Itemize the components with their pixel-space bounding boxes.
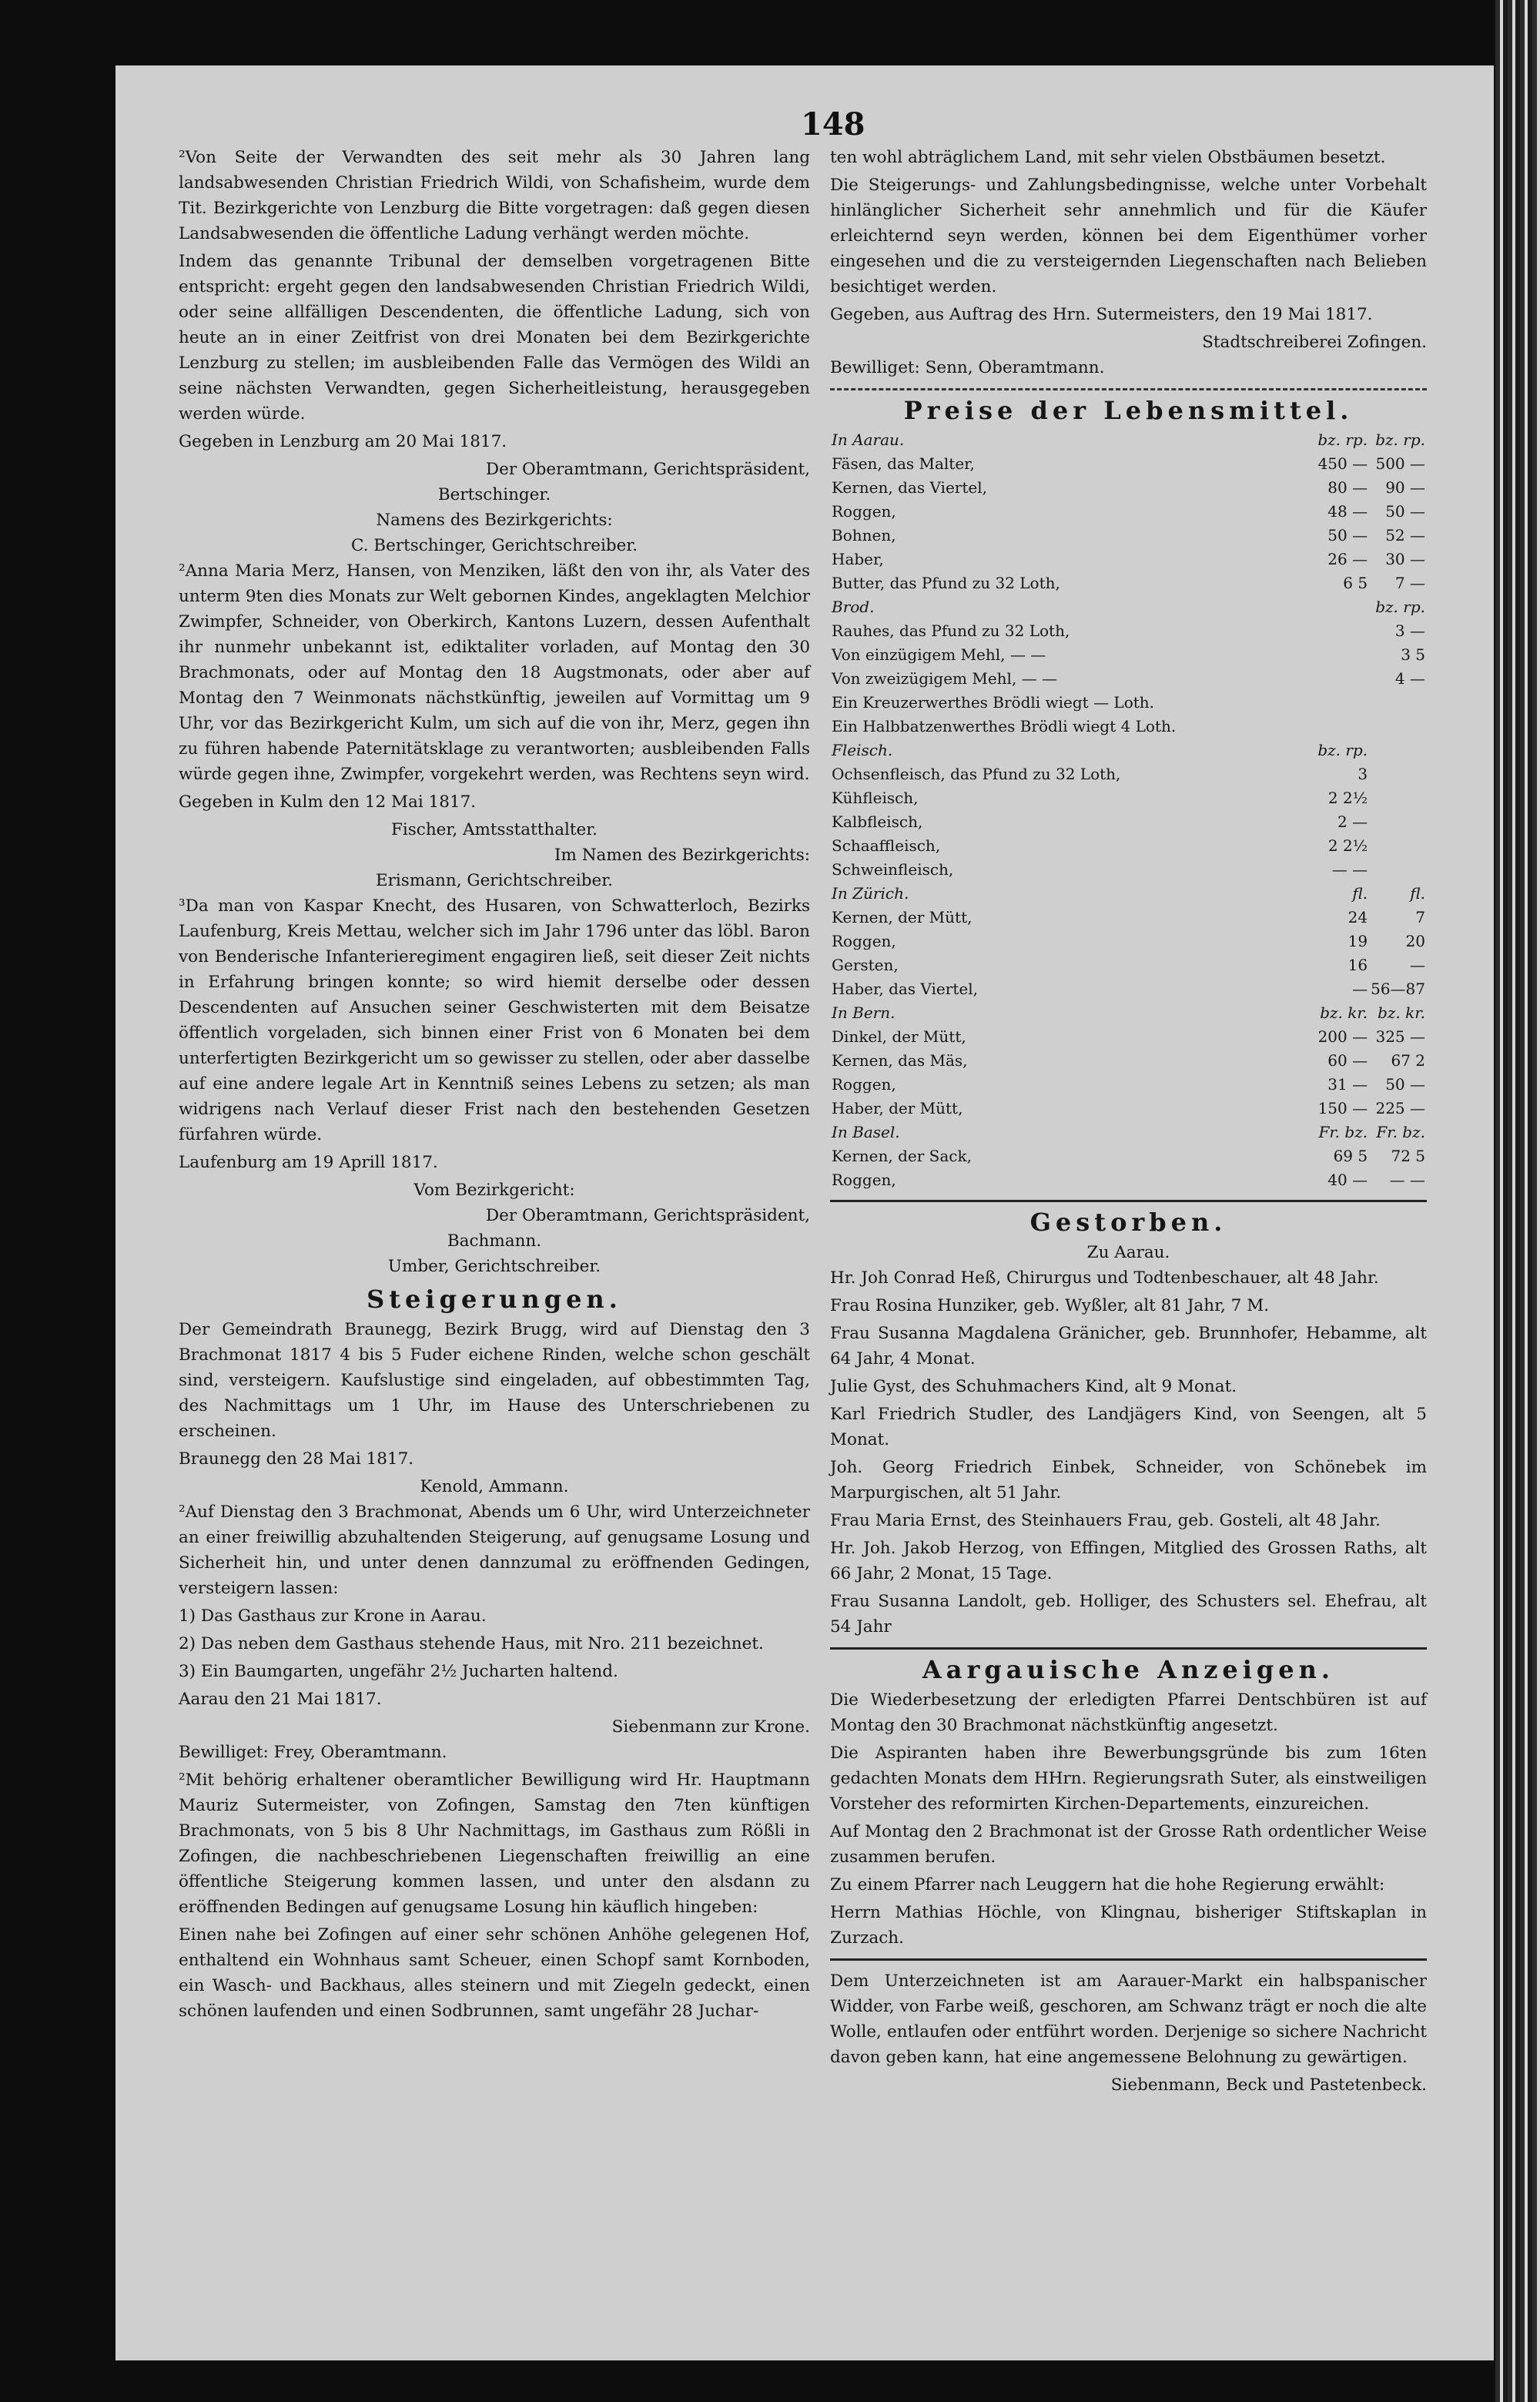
price-value: bz. rp. bbox=[1317, 741, 1368, 759]
price-item: Kühfleisch, bbox=[832, 789, 919, 807]
price-value: 69 5 bbox=[1333, 1147, 1368, 1165]
price-value bbox=[1369, 739, 1427, 762]
section-heading-steigerungen: Steigerungen. bbox=[367, 1285, 622, 1314]
price-value: 3 — bbox=[1394, 621, 1425, 640]
price-item: Von einzügigem Mehl, — — bbox=[832, 645, 1046, 664]
price-value: fl. bbox=[1352, 884, 1368, 903]
right-column bbox=[830, 145, 1427, 2098]
signature: C. Bertschinger, Gerichtschreiber. bbox=[350, 536, 638, 555]
price-item: Ein Halbbatzenwerthes Brödli wiegt 4 Loth. bbox=[832, 717, 1177, 735]
notice-braunegg: Der Gemeindrath Braunegg, Bezirk Brugg, wird auf Dienstag den 3 Brachmonat 1817 4 bis 5 Fuder eichene Rinden, welche schon geschält sind, versteigern. Kaufslustige sind eingeladen, auf obbestimmten Tag, des Nachmittags um 1 Uhr, im Hause des Unterschriebenen zu erscheinen. bbox=[179, 1320, 810, 1441]
announcement: Auf Montag den 2 Brachmonat ist der Grosse Rath ordentlicher Weise zusammen berufen. bbox=[830, 1822, 1427, 1867]
price-value: bz. rp. bbox=[1317, 430, 1368, 449]
price-value: 3 bbox=[1358, 765, 1368, 783]
price-value: 225 — bbox=[1375, 1099, 1425, 1117]
price-value: 80 — bbox=[1327, 478, 1368, 497]
price-value: 50 — bbox=[1385, 502, 1425, 521]
price-value: 450 — bbox=[1317, 454, 1368, 473]
price-item: Butter, das Pfund zu 32 Loth, bbox=[832, 574, 1060, 592]
price-row bbox=[830, 691, 1427, 715]
price-row bbox=[830, 524, 1427, 548]
price-row bbox=[830, 858, 1427, 882]
price-row bbox=[830, 1097, 1427, 1121]
price-value: — bbox=[1410, 956, 1425, 974]
signature: Stadtschreiberei Zofingen. bbox=[1202, 333, 1427, 352]
price-item: Ochsenfleisch, das Pfund zu 32 Loth, bbox=[832, 765, 1121, 783]
price-row bbox=[830, 643, 1427, 667]
price-item: Dinkel, der Mütt, bbox=[832, 1027, 966, 1046]
divider bbox=[830, 1958, 1427, 1961]
price-value: 19 bbox=[1348, 932, 1368, 950]
price-row bbox=[830, 1073, 1427, 1097]
price-row bbox=[830, 1168, 1427, 1192]
notice-continuation: ten wohl abträglichem Land, mit sehr vielen Obstbäumen besetzt. bbox=[830, 148, 1386, 167]
price-value: 7 bbox=[1415, 908, 1425, 926]
price-row bbox=[830, 548, 1427, 571]
signature: Bachmann. bbox=[447, 1231, 542, 1251]
price-item: In Aarau. bbox=[832, 430, 905, 449]
price-value: 2 2½ bbox=[1327, 836, 1368, 855]
price-item: Roggen, bbox=[832, 1075, 896, 1094]
notice-merz: ²Anna Maria Merz, Hansen, von Menziken, läßt den von ihr, als Vater des unterm 9ten dies Monats zur Welt gebornen Kindes, angeklagten Melchior Zwimpfer, Schneider, von Oberkirch, Kantons Luzern, dessen Aufenthalt ihr nunmehr unbekannt ist, ediktaliter vorladen, auf Montag den 30 Brachmonats, oder auf Montag den 18 Augstmonats, oder aber auf Montag den 7 Weinmonats nächstkünftig, jeweilen auf Vormittag um 9 Uhr, vor das Bezirkgericht Kulm, um sich auf die von ihr, Merz, gegen ihn zu führen habende Paternitätsklage zu verantworten; ausbleibenden Falls würde gegen ihne, Zwimpfer, vorgekehrt werden, was Rechtens seyn wird. bbox=[179, 561, 810, 784]
price-value: 20 bbox=[1405, 932, 1425, 950]
price-row bbox=[830, 500, 1427, 524]
notice-krone: ²Auf Dienstag den 3 Brachmonat, Abends um 6 Uhr, wird Unterzeichneter an einer freiwillig abzuhaltenden Steigerung, auf genugsame Losung und Sicherheit hin, und unter denen dannzumal zu eröffnenden Gedingen, versteigern lassen: bbox=[179, 1503, 810, 1598]
price-item: Fleisch. bbox=[832, 741, 893, 759]
notice-knecht: ³Da man von Kaspar Knecht, des Husaren, von Schwatterloch, Bezirks Laufenburg, Kreis Mettau, welcher sich im Jahr 1796 unter das löbl. Baron von Benderische Infanterieregiment engagiren ließ, seit dieser Zeit nichts in Erfahrung bringen konnte; so wird hiemit derselbe oder dessen Descendenten auf Ansuchen seiner Geschwisterten mit dem Beisatze öffentlich vorgeladen, sich binnen einer Frist von 6 Monaten bei dem unterfertigten Bezirkgericht um so gewisser zu stellen, oder aber dasselbe auf eine andere legale Art in Kenntniß seines Lebens zu setzen; als man widrigens nach Verlauf dieser Frist nach den bestehenden Gesetzen fürfahren würde. bbox=[179, 896, 810, 1144]
price-row bbox=[830, 476, 1427, 500]
section-heading-anzeigen: Aargauische Anzeigen. bbox=[922, 1655, 1335, 1684]
announcement: Die Aspiranten haben ihre Bewerbungsgründe bis zum 16ten gedachten Monats dem HHrn. Regierungsrath Suter, als einstweiligen Vorsteher des reformirten Kirchen-Departements, einzureichen. bbox=[830, 1744, 1427, 1814]
price-item: Schaaffleisch, bbox=[832, 836, 941, 855]
book-edge bbox=[1495, 0, 1540, 2402]
price-value bbox=[1369, 834, 1427, 858]
price-subheader-row bbox=[830, 595, 1427, 619]
date-line: Gegeben, aus Auftrag des Hrn. Sutermeisters, den 19 Mai 1817. bbox=[830, 305, 1373, 324]
death-entry: Frau Susanna Landolt, geb. Holliger, des Schusters sel. Ehefrau, alt 54 Jahr bbox=[830, 1592, 1427, 1637]
price-row bbox=[830, 953, 1427, 977]
price-value: 56—87 bbox=[1371, 980, 1425, 998]
price-value: bz. rp. bbox=[1375, 430, 1425, 449]
price-row bbox=[830, 715, 1427, 739]
price-row bbox=[830, 977, 1427, 1001]
announcement: Zu einem Pfarrer nach Leuggern hat die hohe Regierung erwählt: bbox=[830, 1875, 1385, 1894]
price-value: 2 2½ bbox=[1327, 789, 1368, 807]
price-value: 31 — bbox=[1327, 1075, 1368, 1094]
price-value bbox=[1316, 715, 1369, 739]
price-subheader-row bbox=[830, 428, 1427, 452]
signature: Siebenmann, Beck und Pastetenbeck. bbox=[1110, 2075, 1427, 2095]
notice-wildi: ²Von Seite der Verwandten des seit mehr als 30 Jahren lang landsabwesenden Christian Friedrich Wildi, von Schafisheim, wurde dem Tit. Bezirkgerichte von Lenzburg die Bitte vorgetragen: daß gegen diesen Landsabwesenden die öffentliche Ladung verhängt werden möchte. bbox=[179, 148, 810, 243]
price-value: 24 bbox=[1348, 908, 1368, 926]
price-item: In Bern. bbox=[832, 1003, 896, 1022]
price-value bbox=[1369, 858, 1427, 882]
price-row bbox=[830, 930, 1427, 953]
price-item: Schweinfleisch, bbox=[832, 860, 954, 879]
death-entry: Frau Rosina Hunziker, geb. Wyßler, alt 81 Jahr, 7 M. bbox=[830, 1296, 1270, 1315]
price-item: Haber, das Viertel, bbox=[832, 980, 978, 998]
price-value: 50 — bbox=[1327, 526, 1368, 544]
announcement: Herrn Mathias Höchle, von Klingnau, bisheriger Stiftskaplan in Zurzach. bbox=[830, 1903, 1427, 1948]
price-value: bz. rp. bbox=[1375, 598, 1425, 616]
date-line: Gegeben in Lenzburg am 20 Mai 1817. bbox=[179, 432, 507, 451]
announcement: Die Wiederbesetzung der erledigten Pfarrei Dentschbüren ist auf Montag den 30 Brachmonat nächstkünftig angesetzt. bbox=[830, 1690, 1427, 1735]
death-entry: Karl Friedrich Studler, des Landjägers Kind, von Seengen, alt 5 Monat. bbox=[830, 1405, 1427, 1449]
price-value bbox=[1369, 762, 1427, 786]
price-row bbox=[830, 834, 1427, 858]
price-row bbox=[830, 452, 1427, 476]
price-value: 30 — bbox=[1385, 550, 1425, 568]
notice-wildi-body: Indem das genannte Tribunal der demselben vorgetragenen Bitte entspricht: ergeht gegen den landsabwesenden Christian Friedrich Wildi, oder seine allfälligen Descendenten, die öffentliche Ladung, sich von heute an in einer Zeitfrist von drei Monaten bei dem Bezirkgerichte Lenzburg zu stellen; im ausbleibenden Falle das Vermögen des Wildi an seine nächsten Verwandten, gegen Sicherheitleistung, herausgegeben werden würde. bbox=[179, 252, 810, 424]
notice-hof: Einen nahe bei Zofingen auf einer sehr schönen Anhöhe gelegenen Hof, enthaltend ein Wohnhaus samt Scheuer, einen Schopf samt Kornboden, ein Wasch- und Backhaus, alles steinern und mit Ziegeln gedeckt, einen schönen laufenden und einen Sodbrunnen, samt ungefähr 28 Juchar- bbox=[179, 1925, 810, 2021]
price-value: 7 — bbox=[1394, 574, 1425, 592]
signature: Im Namen des Bezirkgerichts: bbox=[554, 846, 810, 865]
price-row bbox=[830, 906, 1427, 930]
price-value: 67 2 bbox=[1391, 1051, 1425, 1070]
price-item: In Zürich. bbox=[832, 884, 909, 903]
price-value: 60 — bbox=[1327, 1051, 1368, 1070]
price-item: Roggen, bbox=[832, 1171, 896, 1189]
price-row bbox=[830, 810, 1427, 834]
date-line: Aarau den 21 Mai 1817. bbox=[179, 1690, 382, 1709]
death-entry: Julie Gyst, des Schuhmachers Kind, alt 9 Monat. bbox=[830, 1377, 1237, 1396]
price-value bbox=[1369, 786, 1427, 810]
date-line: Laufenburg am 19 Aprill 1817. bbox=[179, 1153, 438, 1172]
price-item: Kernen, das Viertel, bbox=[832, 478, 987, 497]
signature: Der Oberamtmann, Gerichtspräsident, bbox=[485, 460, 810, 479]
price-item: Haber, der Mütt, bbox=[832, 1099, 963, 1117]
list-item: 1) Das Gasthaus zur Krone in Aarau. bbox=[179, 1606, 487, 1626]
price-value bbox=[1316, 691, 1369, 715]
price-value bbox=[1316, 667, 1369, 691]
price-subheader-row bbox=[830, 1001, 1427, 1025]
section-heading-gestorben: Gestorben. bbox=[1029, 1208, 1227, 1237]
price-value: 48 — bbox=[1327, 502, 1368, 521]
price-item: Roggen, bbox=[832, 932, 896, 950]
list-item: 3) Ein Baumgarten, ungefähr 2½ Jucharten haltend. bbox=[179, 1662, 618, 1681]
death-entry: Hr. Joh. Jakob Herzog, von Effingen, Mitglied des Grossen Raths, alt 66 Jahr, 2 Monat, 15 Tage. bbox=[830, 1539, 1427, 1583]
divider bbox=[830, 1647, 1427, 1650]
section-heading-preise: Preise der Lebensmittel. bbox=[903, 396, 1354, 425]
price-value: 6 5 bbox=[1343, 574, 1368, 592]
price-value: 4 — bbox=[1394, 669, 1425, 688]
price-value: 2 — bbox=[1337, 812, 1368, 831]
price-value bbox=[1316, 643, 1369, 667]
price-item: Bohnen, bbox=[832, 526, 896, 544]
price-item: Kernen, der Sack, bbox=[832, 1147, 972, 1165]
price-item: Rauhes, das Pfund zu 32 Loth, bbox=[832, 621, 1070, 640]
signature: Bertschinger. bbox=[437, 485, 551, 504]
approval-line: Bewilliget: Frey, Oberamtmann. bbox=[179, 1743, 447, 1762]
signature: Vom Bezirkgericht: bbox=[413, 1181, 575, 1200]
price-value: 3 5 bbox=[1401, 645, 1425, 664]
list-item: 2) Das neben dem Gasthaus stehende Haus, mit Nro. 211 bezeichnet. bbox=[179, 1634, 764, 1653]
price-value bbox=[1316, 619, 1369, 643]
price-row bbox=[830, 1049, 1427, 1073]
death-entry: Joh. Georg Friedrich Einbek, Schneider, von Schönebek im Marpurgischen, alt 51 Jahr. bbox=[830, 1458, 1427, 1503]
price-item: Fäsen, das Malter, bbox=[832, 454, 975, 473]
price-value: Fr. bz. bbox=[1318, 1123, 1368, 1141]
price-value bbox=[1369, 715, 1427, 739]
price-row bbox=[830, 1144, 1427, 1168]
price-value: bz. kr. bbox=[1378, 1003, 1425, 1022]
price-row bbox=[830, 1025, 1427, 1049]
price-item: Ein Kreuzerwerthes Brödli wiegt — Loth. bbox=[832, 693, 1155, 712]
price-value: 500 — bbox=[1375, 454, 1425, 473]
price-subheader-row bbox=[830, 882, 1427, 906]
price-value: 50 — bbox=[1385, 1075, 1425, 1094]
death-entry: Frau Maria Ernst, des Steinhauers Frau, geb. Gosteli, alt 48 Jahr. bbox=[830, 1511, 1381, 1530]
price-value: bz. kr. bbox=[1320, 1003, 1368, 1022]
signature: Der Oberamtmann, Gerichtspräsident, bbox=[485, 1206, 810, 1225]
price-value: 150 — bbox=[1317, 1099, 1368, 1117]
price-value: — — bbox=[1389, 1171, 1425, 1189]
death-entry: Hr. Joh Conrad Heß, Chirurgus und Todtenbeschauer, alt 48 Jahr. bbox=[830, 1268, 1379, 1288]
price-value: 325 — bbox=[1375, 1027, 1425, 1046]
signature: Umber, Gerichtschreiber. bbox=[387, 1257, 601, 1276]
page-number: 148 bbox=[801, 106, 865, 142]
price-value bbox=[1369, 810, 1427, 834]
price-value: 26 — bbox=[1327, 550, 1368, 568]
signature: Siebenmann zur Krone. bbox=[611, 1717, 810, 1737]
price-value: 52 — bbox=[1385, 526, 1425, 544]
price-row bbox=[830, 571, 1427, 595]
price-value: 72 5 bbox=[1391, 1147, 1425, 1165]
price-item: Kalbfleisch, bbox=[832, 812, 923, 831]
price-item: Kernen, das Mäs, bbox=[832, 1051, 968, 1070]
price-table bbox=[830, 428, 1427, 1192]
signature: Erismann, Gerichtschreiber. bbox=[375, 871, 614, 890]
place-label: Zu Aarau. bbox=[1086, 1243, 1170, 1262]
price-row bbox=[830, 786, 1427, 810]
date-line: Gegeben in Kulm den 12 Mai 1817. bbox=[179, 792, 477, 812]
price-item: Haber, bbox=[832, 550, 884, 568]
price-subheader-row bbox=[830, 1121, 1427, 1144]
notice-sutermeister: ²Mit behörig erhaltener oberamtlicher Bewilligung wird Hr. Hauptmann Mauriz Sutermeister, von Zofingen, Samstag den 7ten künftigen Brachmonats, von 5 bis 8 Uhr Nachmittags, im Gasthaus zum Rößli in Zofingen, die nachbeschriebenen Liegenschaften freiwillig an eine öffentliche Steigerung kommen lassen, und unter den alsdann zu eröffnenden Bedingen auf genugsame Losung hin käuflich hingeben: bbox=[179, 1771, 810, 1917]
price-row bbox=[830, 619, 1427, 643]
price-value: 200 — bbox=[1317, 1027, 1368, 1046]
price-value bbox=[1369, 691, 1427, 715]
price-item: Roggen, bbox=[832, 502, 896, 521]
divider bbox=[830, 1200, 1427, 1202]
price-item: Brod. bbox=[832, 598, 875, 616]
price-value bbox=[1316, 595, 1369, 619]
price-value: 16 bbox=[1348, 956, 1368, 974]
notice-conditions: Die Steigerungs- und Zahlungsbedingnisse, welche unter Vorbehalt hinlänglicher Sicherheit sehr annehmlich und für die Käufer erleichternd seyn werden, können bei dem Eigenthümer vorher eingesehen und die zu versteigernden Liegenschaften nach Belieben besichtiget werden. bbox=[830, 176, 1427, 296]
approval-line: Bewilliget: Senn, Oberamtmann. bbox=[830, 358, 1105, 377]
price-item: In Basel. bbox=[832, 1123, 900, 1141]
price-row bbox=[830, 667, 1427, 691]
notice-widder: Dem Unterzeichneten ist am Aarauer-Markt ein halbspanischer Widder, von Farbe weiß, geschoren, am Schwanz trägt er noch die alte Wolle, entlaufen oder entführt worden. Derjenige so sichere Nachricht davon geben kann, hat eine angemessene Belohnung zu gewärtigen. bbox=[830, 1972, 1427, 2067]
price-item: Von zweizügigem Mehl, — — bbox=[832, 669, 1058, 688]
price-value: — — bbox=[1331, 860, 1368, 879]
divider bbox=[830, 388, 1427, 390]
death-entry: Frau Susanna Magdalena Gränicher, geb. Brunnhofer, Hebamme, alt 64 Jahr, 4 Monat. bbox=[830, 1324, 1427, 1369]
left-column bbox=[179, 145, 810, 2026]
signature: Namens des Bezirkgerichts: bbox=[376, 511, 613, 530]
signature: Fischer, Amtsstatthalter. bbox=[390, 820, 598, 839]
price-subheader-row bbox=[830, 739, 1427, 762]
price-value: 40 — bbox=[1327, 1171, 1368, 1189]
signature: Kenold, Ammann. bbox=[420, 1477, 569, 1496]
price-value: 90 — bbox=[1385, 478, 1425, 497]
date-line: Braunegg den 28 Mai 1817. bbox=[179, 1449, 414, 1469]
price-row bbox=[830, 762, 1427, 786]
price-value: fl. bbox=[1410, 884, 1425, 903]
price-value: — bbox=[1352, 980, 1368, 998]
price-value: Fr. bz. bbox=[1376, 1123, 1425, 1141]
price-item: Gersten, bbox=[832, 956, 899, 974]
price-item: Kernen, der Mütt, bbox=[832, 908, 973, 926]
